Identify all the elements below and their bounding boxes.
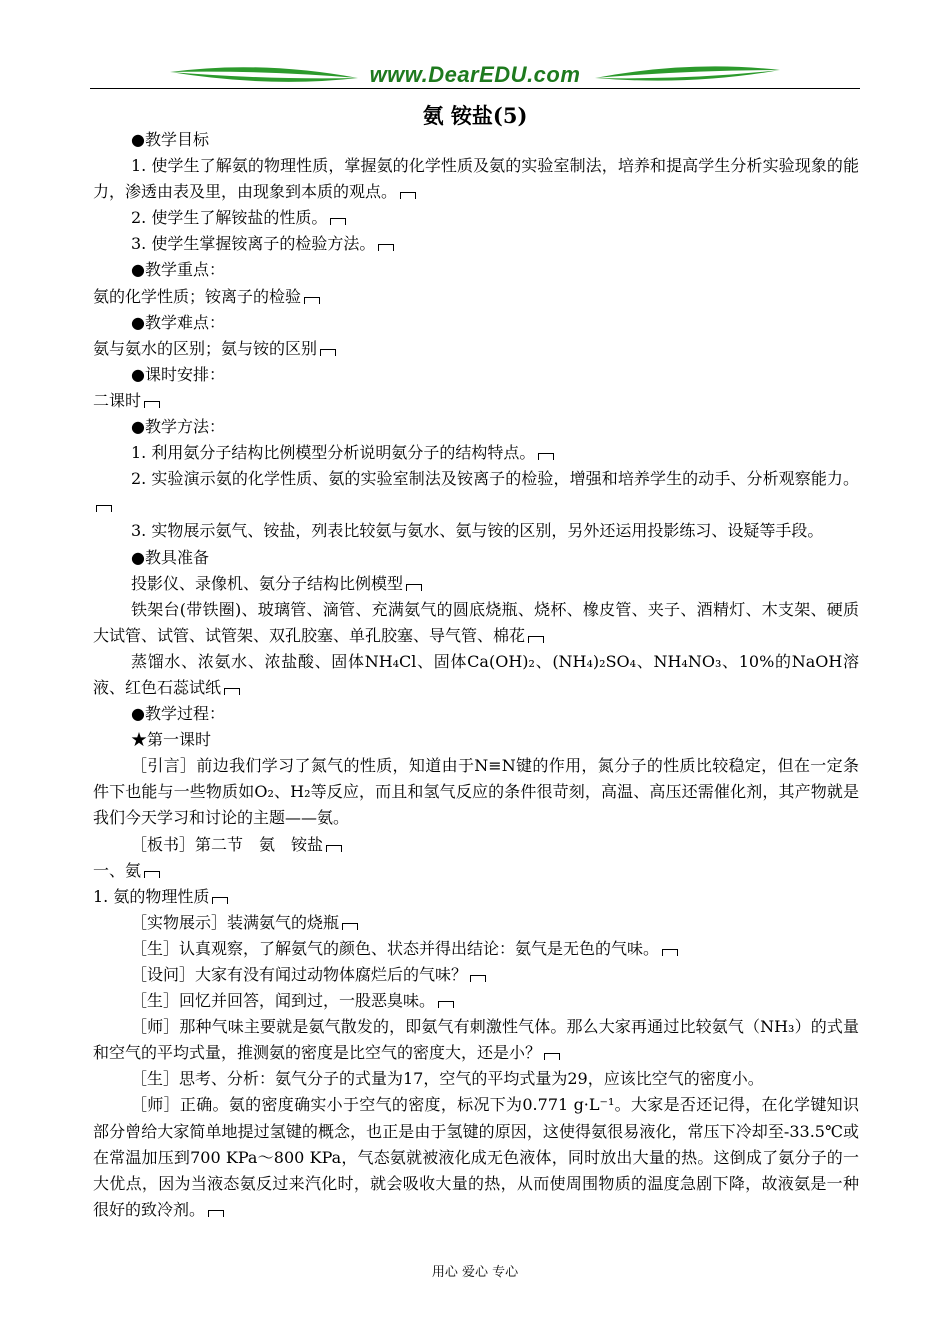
paragraph: [93, 466, 859, 518]
paragraph-text: 1. 利用氨分子结构比例模型分析说明氨分子的结构特点。: [131, 443, 536, 463]
paragraph-text: 1. 氨的物理性质: [93, 886, 210, 906]
paragraph-text: ●教学重点：: [131, 260, 225, 280]
paragraph-mark-icon: [144, 401, 160, 408]
paragraph: [93, 1092, 859, 1222]
paragraph-text: 1. 使学生了解氨的物理性质，掌握氨的化学性质及氨的实验室制法，培养和提高学生分析实验现象的能力，渗透由表及里，由现象到本质的观点。: [93, 156, 859, 202]
paragraph-mark-icon: [406, 584, 422, 591]
paragraph-text: ●教具准备: [131, 547, 209, 567]
paragraph: [93, 205, 859, 231]
paragraph: [93, 988, 859, 1014]
paragraph: [93, 832, 859, 858]
paragraph-mark-icon: [378, 244, 394, 251]
paragraph: [93, 336, 859, 362]
paragraph: [93, 440, 859, 466]
paragraph-text: 2. 实验演示氨的化学性质、氨的实验室制法及铵离子的检验，增强和培养学生的动手、分析观察能力。: [131, 469, 859, 489]
paragraph-text: 一、氨: [93, 860, 142, 880]
paragraph-mark-icon: [528, 636, 544, 643]
paragraph-mark-icon: [662, 949, 678, 956]
paragraph-text: ［板书］第二节 氨 铵盐: [131, 834, 324, 854]
paragraph-text: 3. 使学生掌握铵离子的检验方法。: [131, 234, 376, 254]
site-logo-text[interactable]: www.DearEDU.com: [369, 62, 581, 87]
paragraph: [93, 362, 859, 388]
paragraph-text: 二课时: [93, 390, 142, 410]
paragraph: [93, 310, 859, 336]
paragraph: [93, 231, 859, 257]
paragraph-text: ●课时安排：: [131, 364, 225, 384]
paragraph-mark-icon: [320, 349, 336, 356]
paragraph: [93, 284, 859, 310]
paragraph-mark-icon: [208, 1210, 224, 1217]
paragraph-mark-icon: [96, 505, 112, 512]
paragraph: [93, 545, 859, 571]
paragraph-mark-icon: [330, 218, 346, 225]
paragraph-mark-icon: [212, 897, 228, 904]
paragraph-mark-icon: [544, 1053, 560, 1060]
paragraph-text: ［引言］前边我们学习了氮气的性质，知道由于N≡N键的作用，氮分子的性质比较稳定，但在一定条件下也能与一些物质如O₂、H₂等反应，而且和氢气反应的条件很苛刻，高温、高压还需催化剂，其产物就是我们今天学习和讨论的主题——氨。: [93, 756, 859, 828]
paragraph-mark-icon: [538, 453, 554, 460]
paragraph-text: 氨的化学性质；铵离子的检验: [93, 286, 302, 306]
paragraph: [93, 257, 859, 283]
paragraph-text: 2. 使学生了解铵盐的性质。: [131, 208, 328, 228]
header-divider: [90, 88, 860, 89]
paragraph: [93, 597, 859, 649]
paragraph: [93, 727, 859, 753]
paragraph-mark-icon: [224, 688, 240, 695]
paragraph: [93, 910, 859, 936]
paragraph-text: ★第一课时: [131, 730, 212, 750]
paragraph: [93, 649, 859, 701]
page-footer: 用心 爱心 专心: [431, 1265, 519, 1280]
paragraph-text: ［师］正确。氨的密度确实小于空气的密度，标况下为0.771 g·L⁻¹。大家是否还记得，在化学键知识部分曾给大家简单地提过氢键的概念，也正是由于氢键的原因，这使得氨很易液化，常压下冷却至-33.5℃或在常温加压到700 KPa～800 KPa，气态氨就被液化成无色液体，同时放出大量的热。这倒成了氨分子的一大优点，因为当液态氨反过来汽化时，就会吸收大量的热，从而使周围物质的温度急剧下降，故液氨是一种很好的致冷剂。: [93, 1095, 859, 1219]
paragraph-text: 投影仪、录像机、氨分子结构比例模型: [131, 573, 404, 593]
paragraph-text: ●教学难点：: [131, 312, 225, 332]
document-body: [93, 127, 859, 1223]
site-header: [90, 58, 860, 92]
paragraph: [93, 388, 859, 414]
paragraph-text: ［师］那种气味主要就是氨气散发的，即氨气有刺激性气体。那么大家再通过比较氨气（NH₃）的式量和空气的平均式量，推测氨的密度是比空气的密度大，还是小？: [93, 1017, 859, 1063]
paragraph-text: ●教学方法：: [131, 417, 225, 437]
page-title: 氨 铵盐(5): [422, 103, 528, 128]
paragraph-text: ［生］思考、分析：氨气分子的式量为17，空气的平均式量为29，应该比空气的密度小。: [131, 1069, 764, 1089]
paragraph-mark-icon: [438, 1001, 454, 1008]
paragraph: [93, 701, 859, 727]
paragraph: [93, 153, 859, 205]
paragraph: [93, 414, 859, 440]
paragraph: [93, 936, 859, 962]
paragraph-text: ［生］认真观察，了解氨气的颜色、状态并得出结论：氨气是无色的气味。: [131, 938, 660, 958]
paragraph-mark-icon: [342, 923, 358, 930]
paragraph-text: 3. 实物展示氨气、铵盐，列表比较氨与氨水、氨与铵的区别，另外还运用投影练习、设疑等手段。: [131, 521, 824, 541]
paragraph: [93, 518, 859, 544]
paragraph-text: 铁架台(带铁圈)、玻璃管、滴管、充满氨气的圆底烧瓶、烧杯、橡皮管、夹子、酒精灯、木支架、硬质大试管、试管、试管架、双孔胶塞、单孔胶塞、导气管、棉花: [93, 599, 859, 645]
paragraph: [93, 753, 859, 831]
paragraph-text: ［设问］大家有没有闻过动物体腐烂后的气味？: [131, 965, 468, 984]
paragraph-mark-icon: [400, 192, 416, 199]
paragraph: [93, 571, 859, 597]
paragraph-mark-icon: [470, 975, 486, 982]
paragraph: [93, 127, 859, 153]
paragraph-text: 氨与氨水的区别；氨与铵的区别: [93, 338, 318, 358]
paragraph: [93, 884, 859, 910]
paragraph-text: ●教学目标: [131, 130, 209, 149]
paragraph: [93, 1066, 859, 1092]
paragraph-mark-icon: [144, 871, 160, 878]
paragraph: [93, 1014, 859, 1066]
paragraph: [93, 962, 859, 988]
paragraph: [93, 858, 859, 884]
paragraph-text: ［实物展示］装满氨气的烧瓶: [131, 912, 340, 932]
paragraph-text: ［生］回忆并回答，闻到过，一股恶臭味。: [131, 991, 436, 1011]
paragraph-mark-icon: [304, 297, 320, 304]
paragraph-text: 蒸馏水、浓氨水、浓盐酸、固体NH₄Cl、固体Ca(OH)₂、(NH₄)₂SO₄、NH₄NO₃、10%的NaOH溶液、红色石蕊试纸: [93, 651, 859, 697]
paragraph-mark-icon: [326, 845, 342, 852]
paragraph-text: ●教学过程：: [131, 704, 225, 724]
